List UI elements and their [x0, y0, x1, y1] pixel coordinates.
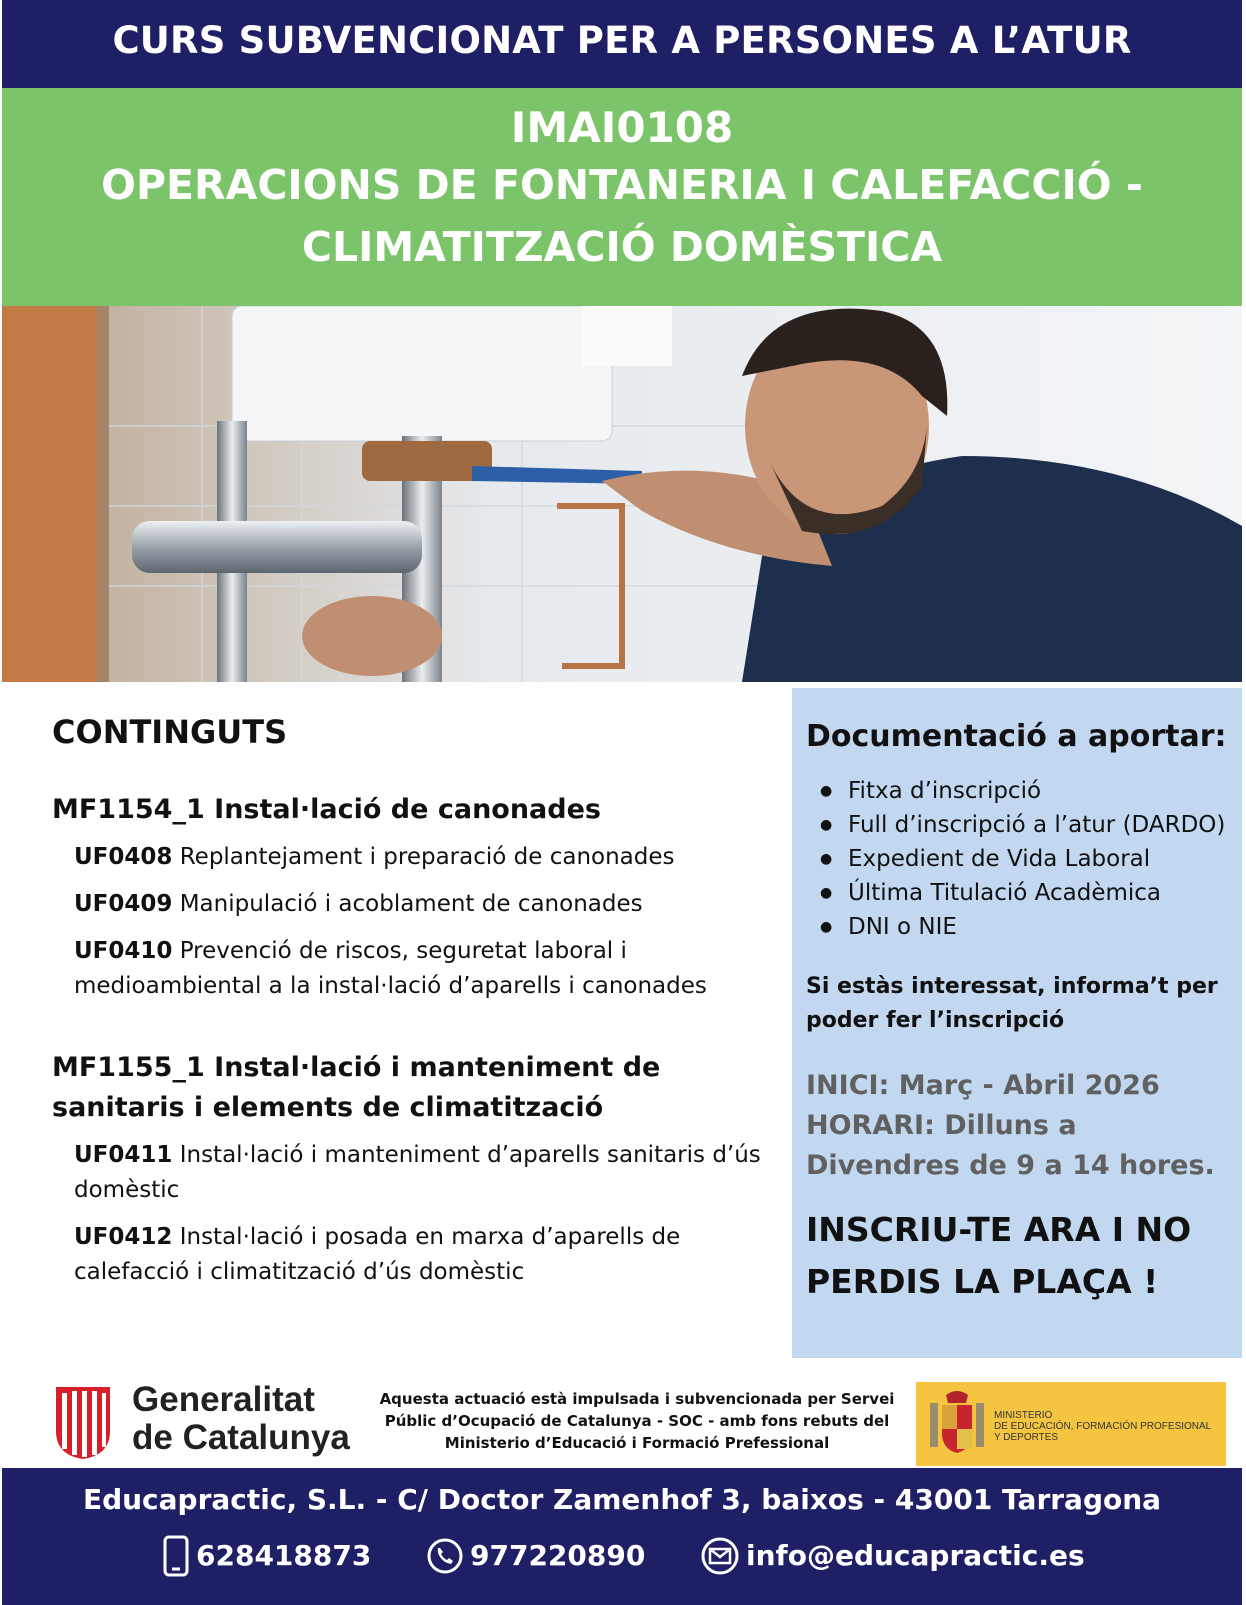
interest-note: Si estàs interessat, informa’t per poder fer l’inscripció	[806, 974, 1218, 1033]
mobile-number: 628418873	[196, 1539, 372, 1572]
course-title-block	[2, 88, 1242, 306]
course-title-line1: OPERACIONS DE FONTANERIA I CALEFACCIÓ -	[101, 161, 1143, 209]
unit-code: UF0411	[74, 1142, 173, 1168]
module-title: MF1155_1 Instal·lació i manteniment de sanitaris i elements de climatització	[52, 1052, 661, 1123]
phone-number: 977220890	[470, 1539, 646, 1572]
documentation-heading: Documentació a aportar:	[806, 719, 1227, 754]
generalitat-line1: Generalitat	[132, 1380, 315, 1419]
generalitat-wordmark	[132, 1381, 350, 1457]
unit-code: UF0409	[74, 891, 173, 917]
email-icon	[700, 1536, 740, 1576]
generalitat-line2: de Catalunya	[132, 1418, 350, 1457]
module-title: MF1154_1 Instal·lació de canonades	[52, 794, 601, 825]
unit-item	[74, 1138, 772, 1208]
unit-item	[74, 1220, 772, 1290]
top-banner	[2, 0, 1242, 88]
ministry-logo	[916, 1382, 1226, 1466]
unit-text: Instal·lació i manteniment d’aparells sanitaris d’ús domèstic	[74, 1142, 761, 1203]
phone-icon	[426, 1537, 464, 1575]
email-contact[interactable]	[700, 1530, 1085, 1582]
list-item: ● Última Titulació Acadèmica	[820, 876, 1228, 910]
banner-text: CURS SUBVENCIONAT PER A PERSONES A L’ATUR	[112, 19, 1132, 62]
subsidy-note: Aquesta actuació està impulsada i subvencionada per Servei Públic d’Ocupació de Catalunya - SOC - amb fons rebuts del Ministerio d’Educació i Formació Prefessional	[379, 1390, 895, 1452]
list-item: ● DNI o NIE	[820, 910, 1228, 944]
unit-item	[74, 840, 772, 875]
unit-text: Prevenció de riscos, seguretat laboral i medioambiental a la instal·lació d’aparells i canonades	[74, 938, 707, 999]
plumber-photo	[2, 306, 1242, 682]
unit-code: UF0408	[74, 844, 173, 870]
unit-item	[74, 934, 772, 1004]
unit-item	[74, 887, 772, 922]
plumber-illustration	[2, 306, 1242, 682]
coat-of-arms-icon	[922, 1389, 992, 1459]
documentation-panel	[792, 688, 1242, 1358]
unit-code: UF0412	[74, 1224, 173, 1250]
generalitat-logo	[52, 1380, 372, 1465]
email-address: info@educapractic.es	[746, 1539, 1085, 1572]
phone-contact[interactable]	[426, 1530, 645, 1582]
ministry-line2: DE EDUCACIÓN, FORMACIÓN PROFESIONAL	[994, 1421, 1212, 1432]
schedule: HORARI: Dilluns a Divendres de 9 a 14 hores.	[806, 1110, 1215, 1181]
mobile-contact[interactable]	[162, 1530, 371, 1582]
unit-text: Manipulació i acoblament de canonades	[172, 891, 643, 917]
list-item: ● Full d’inscripció a l’atur (DARDO)	[820, 808, 1228, 842]
ministry-name	[994, 1410, 1211, 1443]
senyera-emblem-icon	[52, 1385, 114, 1461]
call-to-action: INSCRIU-TE ARA I NO PERDIS LA PLAÇA !	[806, 1210, 1192, 1301]
contact-bar	[2, 1468, 1242, 1605]
ministry-line3: Y DEPORTES	[994, 1432, 1059, 1443]
unit-text: Instal·lació i posada en marxa d’aparells de calefacció i climatització d’ús domèstic	[74, 1224, 681, 1285]
ministry-line1: MINISTERIO	[994, 1410, 1053, 1421]
course-dates	[806, 1066, 1228, 1186]
documentation-list	[806, 774, 1228, 944]
unit-code: UF0410	[74, 938, 173, 964]
address: Educapractic, S.L. - C/ Doctor Zamenhof 3, baixos - 43001 Tarragona	[82, 1483, 1162, 1516]
unit-text: Replantejament i preparació de canonades	[172, 844, 675, 870]
start-date: INICI: Març - Abril 2026	[806, 1070, 1160, 1101]
list-item: ● Fitxa d’inscripció	[820, 774, 1228, 808]
course-code: IMAI0108	[510, 103, 734, 152]
mobile-phone-icon	[162, 1535, 190, 1577]
course-title-line2: CLIMATITZACIÓ DOMÈSTICA	[301, 223, 943, 271]
contents-section	[52, 712, 772, 1302]
list-item: ● Expedient de Vida Laboral	[820, 842, 1228, 876]
contents-heading: CONTINGUTS	[52, 713, 288, 751]
